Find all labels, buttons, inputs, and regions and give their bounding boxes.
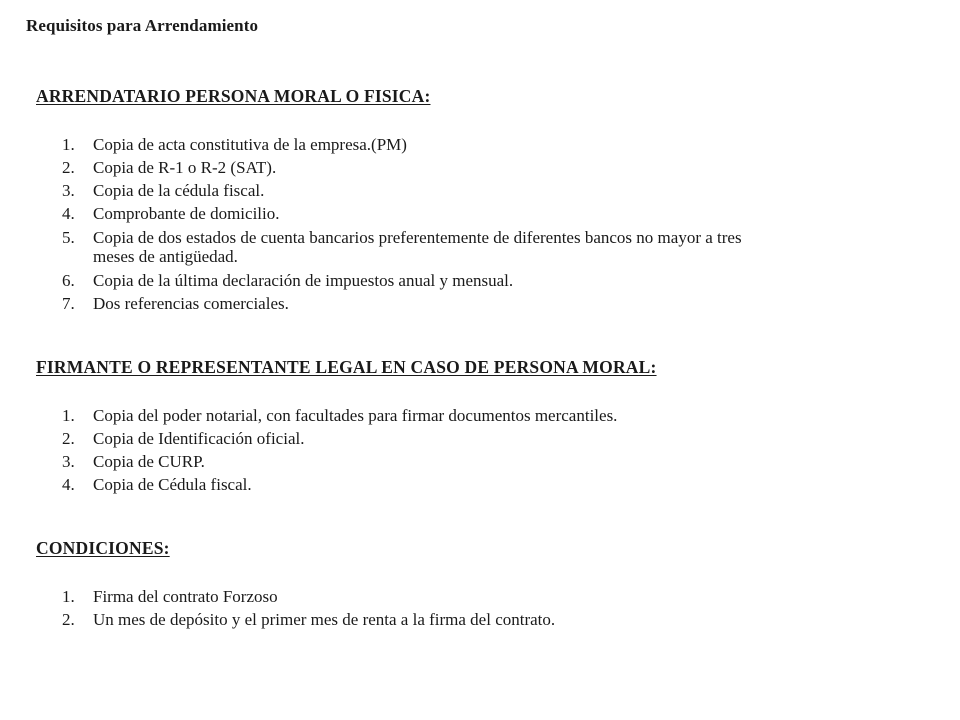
item-number: 4. (62, 204, 75, 223)
item-text: Copia de Cédula fiscal. (93, 475, 252, 494)
item-text: Un mes de depósito y el primer mes de renta a la firma del contrato. (93, 610, 556, 629)
list-item (62, 133, 753, 156)
section-heading-condiciones: CONDICIONES: (36, 538, 170, 558)
item-text: Copia de la cédula fiscal. (93, 181, 265, 200)
list-firmante-requirements (62, 404, 753, 496)
list-item (62, 585, 753, 608)
item-text: Copia del poder notarial, con facultades para firmar documentos mercantiles. (93, 406, 618, 425)
list-item (62, 292, 753, 315)
item-text: Dos referencias comerciales. (93, 294, 289, 313)
item-number: 5. (62, 228, 75, 247)
item-number: 6. (62, 271, 75, 290)
section-heading-firmante: FIRMANTE O REPRESENTANTE LEGAL EN CASO DE PERSONA MORAL: (36, 357, 657, 377)
item-text: Firma del contrato Forzoso (93, 587, 278, 606)
list-item (62, 608, 753, 631)
item-number: 1. (62, 406, 75, 425)
item-number: 2. (62, 429, 75, 448)
list-item (62, 228, 753, 266)
item-text: Copia de R-1 o R-2 (SAT). (93, 158, 277, 177)
list-item (62, 179, 753, 202)
item-text: Comprobante de domicilio. (93, 204, 280, 223)
item-text: Copia de la última declaración de impuestos anual y mensual. (93, 271, 514, 290)
item-number: 7. (62, 294, 75, 313)
item-text: Copia de CURP. (93, 452, 205, 471)
item-text: Copia de dos estados de cuenta bancarios preferentemente de diferentes bancos no mayor a tres meses de antigüedad. (93, 228, 742, 266)
item-number: 2. (62, 610, 75, 629)
section-heading-arrendatario: ARRENDATARIO PERSONA MORAL O FISICA: (36, 86, 431, 106)
list-item (62, 473, 753, 496)
document-title: Requisitos para Arrendamiento (26, 16, 259, 35)
item-number: 3. (62, 181, 75, 200)
list-item (62, 450, 753, 473)
item-number: 1. (62, 587, 75, 606)
item-text: Copia de Identificación oficial. (93, 429, 305, 448)
item-number: 1. (62, 135, 75, 154)
item-text: Copia de acta constitutiva de la empresa.(PM) (93, 135, 407, 154)
list-condiciones (62, 585, 753, 631)
list-arrendatario-requirements (62, 133, 753, 315)
item-number: 2. (62, 158, 75, 177)
list-item (62, 202, 753, 225)
list-item (62, 156, 753, 179)
item-number: 4. (62, 475, 75, 494)
list-item (62, 427, 753, 450)
list-item (62, 269, 753, 292)
list-item (62, 404, 753, 427)
item-number: 3. (62, 452, 75, 471)
